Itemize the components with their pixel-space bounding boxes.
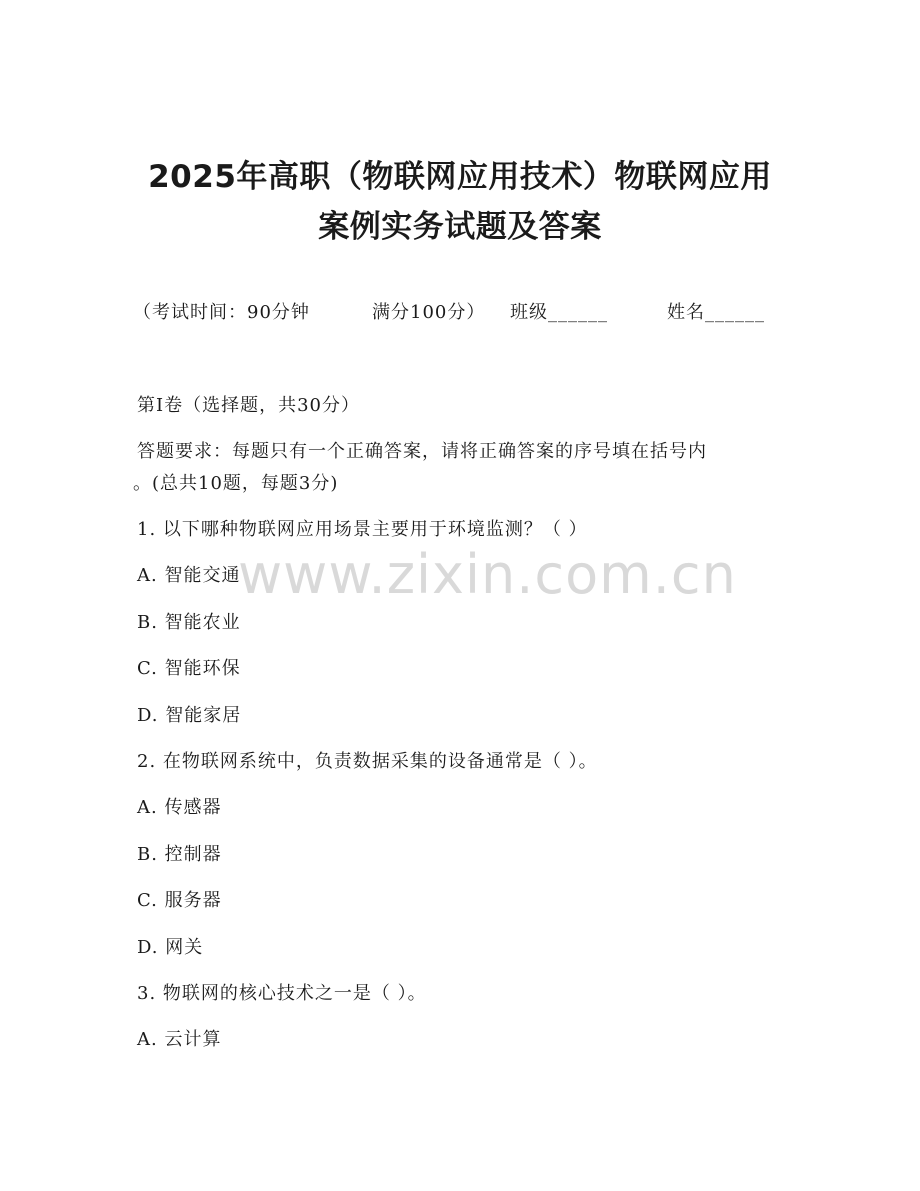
question-2-option-a: A. 传感器 (137, 797, 222, 818)
exam-total-score: 满分100分） (372, 302, 486, 323)
question-1-option-b: B. 智能农业 (137, 612, 241, 633)
site-watermark: www.zixin.com.cn (238, 543, 737, 606)
question-1-stem: 1. 以下哪种物联网应用场景主要用于环境监测？（ ） (137, 519, 588, 540)
answer-requirement-line-1: 答题要求：每题只有一个正确答案，请将正确答案的序号填在括号内 (137, 441, 707, 462)
document-title-line-2: 案例实务试题及答案 (318, 209, 602, 245)
answer-requirement-line-2: 。(总共10题，每题3分) (133, 473, 339, 494)
class-field: 班级______ (510, 302, 608, 323)
question-2-option-b: B. 控制器 (137, 844, 222, 865)
question-3-stem: 3. 物联网的核心技术之一是（ ）。 (137, 983, 427, 1004)
section-heading: 第I卷（选择题，共30分） (137, 395, 361, 416)
name-field: 姓名______ (667, 302, 765, 323)
question-2-stem: 2. 在物联网系统中，负责数据采集的设备通常是（ ）。 (137, 751, 598, 772)
question-1-option-a: A. 智能交通 (137, 565, 241, 586)
question-1-option-d: D. 智能家居 (137, 705, 242, 726)
question-2-option-c: C. 服务器 (137, 890, 222, 911)
question-3-option-a: A. 云计算 (137, 1029, 222, 1050)
exam-time: （考试时间：90分钟 (133, 302, 310, 323)
question-1-option-c: C. 智能环保 (137, 658, 241, 679)
document-title-line-1: 2025年高职（物联网应用技术）物联网应用 (148, 159, 772, 195)
question-2-option-d: D. 网关 (137, 937, 204, 958)
